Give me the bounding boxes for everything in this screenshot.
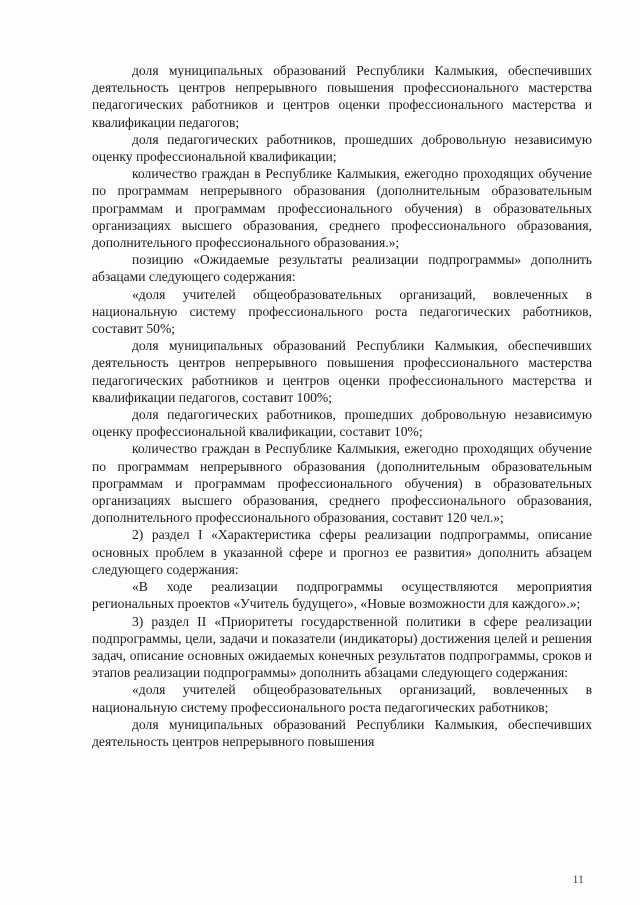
page-number: 11 [572,872,584,886]
paragraph: 2) раздел I «Характеристика сферы реализации подпрограммы, описание основных проблем в указанной сфере и прогноз ее развития» дополнить абзацем следующего содержания: [92,527,592,577]
paragraph: доля муниципальных образований Республики Калмыкия, обеспечивших деятельность центров непрерывного повышения профессионального мастерства педагогических работников и центров оценки профессионального мастерства и квалификации педагогов; [92,63,592,130]
paragraph: количество граждан в Республике Калмыкия, ежегодно проходящих обучение по программам непрерывного образования (дополнительным образовательным программам и программам профессионального обучения) в образовательных организациях высшего образования, среднего профессионального образования, дополнительного профессионального образования, составит 120 чел.»; [92,441,592,526]
paragraph: 3) раздел II «Приоритеты государственной политики в сфере реализации подпрограммы, цели, задачи и показатели (индикаторы) достижения целей и решения задач, описание основных ожидаемых конечных результатов подпрограммы, сроков и этапов реализации подпрограммы» дополнить абзацами следующего содержания: [92,613,592,681]
paragraph: «доля учителей общеобразовательных организаций, вовлеченных в национальную систему профессионального роста педагогических работников, составит 50%; [92,286,592,337]
paragraph: «В ходе реализации подпрограммы осуществляются мероприятия региональных проектов «Учитель будущего», «Новые возможности для каждого».»; [92,579,592,612]
document-body [92,62,592,750]
paragraph: доля педагогических работников, прошедших добровольную независимую оценку профессиональной квалификации, составит 10%; [92,407,592,440]
paragraph: доля муниципальных образований Республики Калмыкия, обеспечивших деятельность центров непрерывного повышения [92,716,592,749]
paragraph: позицию «Ожидаемые результаты реализации подпрограммы» дополнить абзацами следующего содержания: [92,252,592,285]
paragraph: «доля учителей общеобразовательных организаций, вовлеченных в национальную систему профессионального роста педагогических работников; [92,682,592,715]
paragraph: доля педагогических работников, прошедших добровольную независимую оценку профессиональной квалификации; [92,131,592,165]
paragraph: доля муниципальных образований Республики Калмыкия, обеспечивших деятельность центров непрерывного повышения профессионального мастерства педагогических работников и центров оценки профессионального мастерства и квалификации педагогов, составит 100%; [92,338,592,405]
paragraph: количество граждан в Республике Калмыкия, ежегодно проходящих обучение по программам непрерывного образования (дополнительным образовательным программам и программам профессионального обучения) в образовательных организациях высшего образования, среднего профессионального образования, дополнительного профессионального образования.»; [92,166,592,251]
